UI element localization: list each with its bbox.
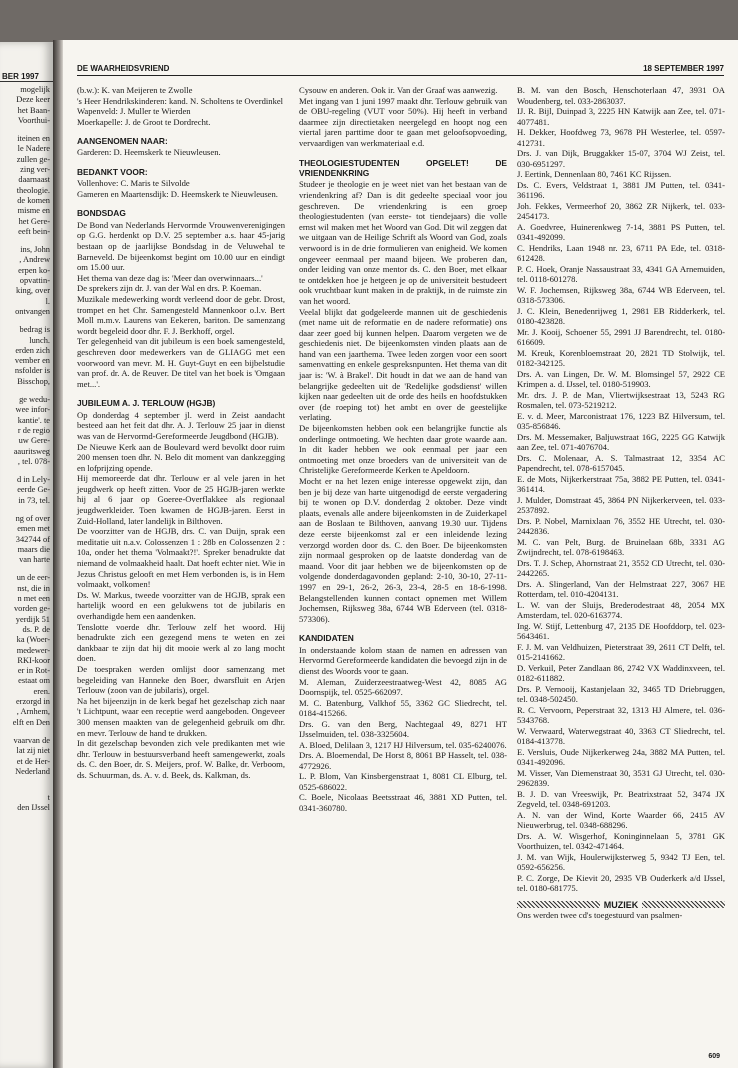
kandidaat-entry: W. Verwaard, Waterwegstraat 40, 3363 CT Sliedrecht, tel. 0184-413778. xyxy=(517,725,725,746)
left-page-line: uw Gere- xyxy=(18,436,50,446)
line-gap xyxy=(0,126,53,134)
left-page-line: theologie. xyxy=(16,185,50,195)
left-page-line: het Baan- xyxy=(17,105,50,115)
kandidaat-entry: Drs. P. Nobel, Marnixlaan 76, 3552 HE Utrecht, tel. 030-2442836. xyxy=(517,515,725,536)
left-page-line: RKI-koor xyxy=(17,655,50,665)
muziek-heading: MUZIEK xyxy=(603,899,639,910)
left-page-line: vaarvan de xyxy=(13,735,50,745)
left-page-line: elft en Den xyxy=(12,717,50,727)
line-gap xyxy=(0,777,53,785)
left-page-line: , Andrew xyxy=(19,255,50,265)
bedankt-entry: Gameren en Maartensdijk: D. Heemskerk te Nieuwleusen. xyxy=(77,188,278,199)
appointment-entry: Wapenveld: J. Muller te Wierden xyxy=(77,106,191,116)
kandidaat-entry: L. W. van der Sluijs, Brederodestraat 48, 2054 MX Amsterdam, tel. 020-6163774. xyxy=(517,599,725,620)
jubileum-continuation: Cysouw en anderen. Ook ir. Van der Graaf was aanwezig. xyxy=(299,85,498,95)
appointments-list xyxy=(77,85,285,127)
ornament-right xyxy=(642,901,725,908)
left-page-line: estaat om xyxy=(18,676,50,686)
left-page-line: , tel. 078- xyxy=(17,456,50,466)
paragraph: De Nieuwe Kerk aan de Boulevard werd bevolkt door ruim 200 mensen toen dhr. N. Belo dit moment van dankzegging en lofprijzing opende. xyxy=(77,441,285,473)
kandidaat-entry: L. P. Blom, Van Kinsbergenstraat 1, 8081 CL Elburg, tel. 0525-686022. xyxy=(299,771,507,792)
column-3 xyxy=(517,85,725,921)
left-page-line: erzorgd in xyxy=(15,697,50,707)
paragraph: Het thema van deze dag is: 'Meer dan overwinnaars...' xyxy=(77,272,263,283)
left-page-line: ka (Woer- xyxy=(16,635,50,645)
aangenomen-text: Garderen: D. Heemskerk te Nieuwleusen. xyxy=(77,147,221,158)
jubileum-article xyxy=(77,410,285,781)
kandidaat-entry: Mr. J. Kooij, Schoener 55, 2991 JJ Barendrecht, tel. 0180-616609. xyxy=(517,326,725,347)
left-page-line: maars die xyxy=(17,544,50,554)
bondsdag-article xyxy=(77,220,285,390)
left-page-line: den IJssel xyxy=(17,803,50,813)
kandidaat-entry: D. Verkuil, Peter Zandlaan 86, 2742 VX Waddinxveen, tel. 0182-611882. xyxy=(517,662,725,683)
paragraph: De voorzitter van de HGJB, drs. C. van Duijn, sprak een meditatie uit n.a.v. Colossenzen 1 : 28b en Colossenzen 2 : 10a, onder het thema 'Volmaakt?!'. Spreker benadrukte dat niemand de volmaakheid haalt. Dat hoeft echter niet. Wie in Jezus Christus gelooft en met Hem verbonden is, is in Hem volmaakt, volkomen! xyxy=(77,526,285,590)
paragraph: Muzikale medewerking wordt verleend door de gebr. Drost, trompet en het Chr. Samengesteld Mannenkoor o.l.v. Bert Moll m.m.v. Laurens van Eekeren, bariton. De samenzang wordt begeleid door dhr. F. J. Berkhoff, orgel. xyxy=(77,293,285,336)
appointment-entry: 's Heer Hendrikskinderen: kand. N. Scholtens te Overdinkel xyxy=(77,95,284,106)
column-2 xyxy=(299,85,507,813)
kandidaat-entry: W. F. Jochemsen, Rijksweg 38a, 6744 WB Ederveen, tel. 0318-573306. xyxy=(517,284,725,305)
kandidaat-entry: Mr. drs. J. P. de Man, Vliertwijksestraat 13, 5243 RG Rosmalen, tel. 073-5219212. xyxy=(517,389,725,410)
kandidaten-list-continued xyxy=(517,85,725,894)
left-page-line: Voorthui- xyxy=(18,115,50,125)
left-page-line: le Nadere xyxy=(17,144,50,154)
left-page-line: misme en xyxy=(17,206,50,216)
line-gap xyxy=(0,565,53,573)
kandidaat-entry: J. Mulder, Domstraat 45, 3864 PN Nijkerkerveen, tel. 033-2537892. xyxy=(517,494,725,515)
jubileum-closing-paragraph: Met ingang van 1 juni 1997 maakt dhr. Terlouw gebruik van de OBU-regeling (VUT voor 50%). Hij heeft in verband daarmee zijn directietaken neergelegd en hoopt nog een viertal jaren parttime door te gaan met geloofsopvoeding, vervaardigen van werkmateriaal e.d. xyxy=(299,95,507,148)
kandidaat-entry: Drs. G. van den Berg, Nachtegaal 49, 8271 HT IJsselmuiden, tel. 038-3325604. xyxy=(299,718,507,739)
left-page-line: daarnaast xyxy=(18,175,50,185)
left-page-text xyxy=(0,82,53,814)
paragraph: Studeer je theologie en je weet niet van het bestaan van de vriendenkring af? Dan is dit gedeelte speciaal voor jou geschreven. De vriendenkring is een groep theologiestudenten (van eerste- tot tiendejaars) die volle ernst wil maken met het Woord van God. Dit wil zeggen dat we uitgaan van de Heilige Schrift als Woord van God, zoals verwoord is in de drie formulieren van enigheid. We komen ongeveer eenmaal per maand bijeen. We proberen dan, onder leiding van onze mentor ds. C. den Boer, met elkaar te ontdekken hoe je hetgeen je op de universiteit bestudeert ook vruchtbaar kunt maken in de praktijk, in de ruimste zin van het woord. xyxy=(299,179,507,306)
left-page-line: t xyxy=(47,793,50,803)
kandidaat-entry: E. v. d. Meer, Marconistraat 176, 1223 BZ Hilversum, tel. 035-856846. xyxy=(517,410,725,431)
line-gap xyxy=(0,728,53,736)
kandidaat-entry: F. J. M. van Veldhuizen, Pieterstraat 39, 2611 CT Delft, tel. 015-2141662. xyxy=(517,641,725,662)
page-number: 609 xyxy=(708,1053,720,1060)
left-page-line: zing ver- xyxy=(20,165,50,175)
left-page-line: l. xyxy=(45,296,50,306)
kandidaat-entry: E. Versluis, Oude Nijkerkerweg 24a, 3882 MA Putten, tel. 0341-492096. xyxy=(517,746,725,767)
kandidaat-entry: E. de Mots, Nijkerkerstraat 75a, 3882 PE Putten, tel. 0341-361414. xyxy=(517,473,725,494)
left-page-line: Deze keer xyxy=(16,95,50,105)
left-page-line: iteinen en xyxy=(17,134,50,144)
kandidaat-entry: J. Eertink, Dennenlaan 80, 7461 KC Rijssen. xyxy=(517,169,672,179)
kandidaten-intro: In onderstaande kolom staan de namen en adressen van Hervormd Gereformeerde kandidaten die bevoegd zijn in de dienst des Woords voor te gaan. xyxy=(299,644,507,676)
line-gap xyxy=(0,467,53,475)
theologiestudenten-heading: THEOLOGIESTUDENTEN OPGELET! DE VRIENDENKRING xyxy=(299,157,507,178)
left-page-line: 342744 of xyxy=(15,534,50,544)
left-page-line: nsfolder is xyxy=(14,366,50,376)
left-page-line: van harte xyxy=(19,555,50,565)
left-page-line: zullen ge- xyxy=(16,154,50,164)
left-page-line: eeft bein- xyxy=(18,226,50,236)
book-gutter xyxy=(53,40,63,1068)
kandidaat-entry: Drs. A. Bloemendal, De Horst 8, 8061 BP Hasselt, tel. 038-4772926. xyxy=(299,750,507,771)
line-gap xyxy=(0,317,53,325)
left-page-line: erpen ko- xyxy=(18,265,50,275)
left-page-line: het Gere- xyxy=(18,216,50,226)
muziek-heading-row xyxy=(517,900,725,911)
kandidaten-list xyxy=(299,677,507,814)
kandidaat-entry: Drs. C. Molenaar, A. S. Talmastraat 12, 3354 AC Papendrecht, tel. 078-6157045. xyxy=(517,452,725,473)
kandidaat-entry: Ds. C. Evers, Veldstraat 1, 3881 JM Putten, tel. 0341-361196. xyxy=(517,179,725,200)
left-page-line: opvattin- xyxy=(19,276,50,286)
left-page-line: wee infor- xyxy=(15,405,50,415)
appointment-entry: Moerkapelle: J. de Groot te Dordrecht. xyxy=(77,116,211,127)
kandidaat-entry: P. C. Zorge, De Kievit 20, 2935 VB Ouderkerk a/d IJssel, tel. 0180-681775. xyxy=(517,872,725,893)
paragraph: Tenslotte voerde dhr. Terlouw zelf het woord. Hij benadrukte zich een gezegend mens te weten en zei dankbaar te zijn dat hij dit mooie werk al zo lang mocht doen. xyxy=(77,621,285,664)
left-page-line: lat zij niet xyxy=(16,746,50,756)
bedankt-heading: BEDANKT VOOR: xyxy=(77,167,148,177)
journal-title: DE WAARHEIDSVRIEND xyxy=(77,64,170,73)
left-page-line: er in Rot- xyxy=(17,666,50,676)
kandidaat-entry: H. Dekker, Hoofdweg 73, 9678 PH Westerlee, tel. 0597-412731. xyxy=(517,127,725,148)
paragraph: De sprekers zijn dr. J. van der Wal en drs. P. Koeman. xyxy=(77,283,262,294)
bondsdag-heading: BONDSDAG xyxy=(77,208,126,219)
kandidaat-entry: B. M. van den Bosch, Henschoterlaan 47, 3931 OA Woudenberg, tel. 033-2863037. xyxy=(517,85,725,106)
jubileum-heading: JUBILEUM A. J. TERLOUW (HGJB) xyxy=(77,398,216,409)
paragraph: Op donderdag 4 september jl. werd in Zeist aandacht besteed aan het feit dat dhr. A. J. Terlouw 25 jaar in dienst was van de Hervormd-Gereformeerde Jeugdbond (HGJB). xyxy=(77,409,285,441)
kandidaat-entry: Drs. P. Vernooij, Kastanjelaan 32, 3465 TD Driebruggen, tel. 0348-502450. xyxy=(517,683,725,704)
left-page-line: erden zich xyxy=(15,345,50,355)
kandidaat-entry: M. Kreuk, Korenbloemstraat 20, 2821 TD Stolwijk, tel. 0182-342125. xyxy=(517,347,725,368)
left-page-line: r de regio xyxy=(17,425,50,435)
kandidaat-entry: J. M. van Wijk, Houlerwijksterweg 5, 9342 TJ Een, tel. 0592-656256. xyxy=(517,851,725,872)
kandidaat-entry: Drs. T. J. Schep, Ahornstraat 21, 3552 CD Utrecht, tel. 030-2442265. xyxy=(517,557,725,578)
left-page-line: et de Her- xyxy=(16,756,50,766)
kandidaat-entry: Drs. A. Slingerland, Van der Helmstraat 227, 3067 HE Rotterdam, tel. 010-4204131. xyxy=(517,578,725,599)
left-page-line: nst, die in xyxy=(17,583,50,593)
left-page-line: , Arnhem, xyxy=(16,707,50,717)
kandidaat-entry: B. J. D. van Vreeswijk, Pr. Beatrixstraat 52, 3474 JX Zegveld, tel. 0348-691203. xyxy=(517,788,725,809)
paragraph: Veelal blijkt dat godgeleerde mannen uit de geschiedenis (met name uit de reformatie en de nadere reformatie) ons daar zeer goed bij kunnen helpen. Daarom vergeten we de geschiedenis niet. De bijeenkomsten vinden plaats aan de hand van een jaarthema. Twee leden zorgen voor een soort samenvatting en enkele gespreksnpunten. Het thema van dit jaar is: 'W. à Brakel'. Dit houdt in dat we aan de hand van belangrijke gedeelten uit de 'Redelijke godsdienst' willen kijken naar gedeelten uit de orde des heils en hoofdstukken over (de roeping tot) het ambt en over de geestelijke verlating. xyxy=(299,306,507,423)
paragraph: De bijeenkomsten hebben ook een belangrijke functie als onderlinge ontmoeting. We hechten daar grote waarde aan. In dit kader hebben we ook eenmaal per jaar een ontmoeting met onze broeders van de universiteit van de Christelijke Gereformeerde Kerken te Apeldoorn. xyxy=(299,423,507,476)
left-page-line: medewer- xyxy=(16,645,50,655)
left-page-line: vorden ge- xyxy=(13,604,50,614)
line-gap xyxy=(0,506,53,514)
left-page-line: lunch. xyxy=(29,335,50,345)
kandidaat-entry: IJ. R. Bijl, Duinpad 3, 2225 HN Katwijk aan Zee, tel. 071-4077481. xyxy=(517,106,725,127)
kandidaat-entry: M. Visser, Van Diemenstraat 30, 3531 GJ Utrecht, tel. 030-2962839. xyxy=(517,767,725,788)
kandidaat-entry: Drs. M. Messemaker, Baljuwstraat 16G, 2225 GG Katwijk aan Zee, tel. 071-4076704. xyxy=(517,431,725,452)
left-page-line: de komen xyxy=(17,195,50,205)
kandidaten-heading: KANDIDATEN xyxy=(299,633,354,644)
left-page-line: aauritsweg xyxy=(13,446,50,456)
left-page-header: BER 1997 xyxy=(0,42,53,82)
muziek-text: Ons werden twee cd's toegestuurd van psalmen- xyxy=(517,910,683,921)
left-page-line: ontvangen xyxy=(15,306,50,316)
left-page-line: ng of over xyxy=(15,513,50,523)
kandidaat-entry: M. Aleman, Zuiderzeestraatweg-West 42, 8085 AG Doornspijk, tel. 0525-662097. xyxy=(299,676,507,697)
left-page-line: d in Lely- xyxy=(16,475,50,485)
issue-date: 18 SEPTEMBER 1997 xyxy=(643,64,724,73)
main-page xyxy=(63,40,738,1068)
left-page-line: in 73, tel. xyxy=(18,495,50,505)
paragraph: De Bond van Nederlands Hervormde Vrouwenverenigingen op G.G. herdenkt op D.V. 25 september a.s. haar 45-jarig bestaan op de jaarlijkse Bondsdag in de Veluwehal te Barneveld. De bijeenkomst begint om 10.00 uur en eindigt om 15.00 uur. xyxy=(77,219,285,273)
paragraph: Mocht er na het lezen enige interesse opgewekt zijn, dan ben je bij deze van harte uitgenodigd de eerste vergadering bij te wonen op D.V. donderdag 2 oktober. Deze vindt plaats, evenals alle andere bijeenkomsten in de Zuiderkapel aan de Boslaan te Bilthoven, aanvang 19.30 uur. Tijdens deze eerste bijeenkomst zal er een inleidende lezing verzorgd worden door ds. C. den Boer. De bijeenkomsten zijn normaal gesproken op de laatste donderdag van de maand. Voor dit jaar hebben we de bijeenkomsten op de volgende donderdagavonden gepland: 2-10, 30-10, 27-11-1997 en 29-1, 26-2, 26-3, 23-4, 28-5 en 18-6-1998. Belangstellenden kunnen contact opnemen met Willem Jochemsen, Rijksweg 38a, 6744 WB Ederveen (tel. 0318-573306). xyxy=(299,476,507,624)
left-page-line: Bisschop, xyxy=(17,376,50,386)
line-gap xyxy=(0,785,53,793)
left-page-line: bedrag is xyxy=(19,325,50,335)
paragraph: De toespraken werden omlijst door samenzang met begeleiding van Hanneke den Boer, dwarsfluit en Arjen Terlouw (zoon van de jubilaris), orgel. xyxy=(77,663,285,696)
bedankt-list xyxy=(77,178,285,199)
column-1 xyxy=(77,85,285,781)
kandidaat-entry: A. Goedvree, Huinerenkweg 7-14, 3881 PS Putten, tel. 0341-492099. xyxy=(517,221,725,242)
aangenomen-heading: AANGENOMEN NAAR: xyxy=(77,136,168,146)
left-page-line: emen met xyxy=(17,524,50,534)
kandidaat-entry: M. C. van Pelt, Burg. de Bruinelaan 68b, 3331 AG Zwijndrecht, tel. 078-6198463. xyxy=(517,536,725,557)
kandidaat-entry: M. C. Batenburg, Valkhof 55, 3362 GC Sliedrecht, tel. 0184-415266. xyxy=(299,697,507,718)
paragraph: Ds. W. Markus, tweede voorzitter van de HGJB, sprak een hartelijk woord en een gelukwens tot de jubilaris en overhandigde hem een aandenken. xyxy=(77,589,285,621)
left-page-line: king, over xyxy=(16,286,50,296)
vriendenkring-article xyxy=(299,179,507,624)
appointment-entry: (b.w.): K. van Meijeren te Zwolle xyxy=(77,85,193,95)
kandidaat-entry: Joh. Fekkes, Vermeerhof 20, 3862 ZR Nijkerk, tel. 033-2454173. xyxy=(517,200,725,221)
kandidaat-entry: P. C. Hoek, Oranje Nassaustraat 33, 4341 GA Arnemuiden, tel. 0118-601278. xyxy=(517,263,725,284)
kandidaat-entry: Ing. W. Stijf, Lettenburg 47, 2135 DE Hoofddorp, tel. 023-5643461. xyxy=(517,620,725,641)
paragraph: Ter gelegenheid van dit jubileum is een boek samengesteld, geschreven door medewerkers van de GLIAGG met een voorwoord van mevr. M. H. Guyt-Guyt en een bijbelstudie van prof. dr. A. de Reuver. De titel van het boek is 'Omgaan met...'. xyxy=(77,336,285,389)
kandidaat-entry: Drs. J. van Dijk, Bruggakker 15-07, 3704 WJ Zeist, tel. 030-6951297. xyxy=(517,148,725,169)
kandidaat-entry: C. Hendriks, Laan 1948 nr. 23, 6711 PA Ede, tel. 0318-612428. xyxy=(517,242,725,263)
line-gap xyxy=(0,237,53,245)
kandidaat-entry: A. N. van der Wind, Korte Waarder 66, 2415 AV Nieuwerbrug, tel. 0348-688296. xyxy=(517,809,725,830)
left-page-line: n met een xyxy=(17,594,50,604)
left-page-line: un de eer- xyxy=(16,573,50,583)
kandidaat-entry: Drs. A. van Lingen, Dr. W. M. Blomsingel 57, 2922 CE Krimpen a. d. IJssel, tel. 0180-519903. xyxy=(517,368,725,389)
left-page-line: eerde Ge- xyxy=(17,485,50,495)
paragraph: Na het bijeenzijn in de kerk begaf het gezelschap zich naar 't Lichtpunt, waar een receptie werd aangeboden. Ongeveer 300 mensen maakten van de gelegenheid gebruik om dhr. en mevr. Terlouw de hand te drukken. xyxy=(77,695,285,738)
kandidaat-entry: A. Bloed, Delilaan 3, 1217 HJ Hilversum, tel. 035-6240076. xyxy=(299,739,507,750)
kandidaat-entry: R. C. Vervoorn, Peperstraat 32, 1313 HJ Almere, tel. 036-5343768. xyxy=(517,704,725,725)
left-page-line: vember en xyxy=(14,356,50,366)
left-page-line: ins, John xyxy=(20,245,50,255)
left-page-line: kantie'. te xyxy=(17,415,50,425)
ornament-left xyxy=(517,901,600,908)
kandidaat-entry: C. Boele, Nicolaas Beetsstraat 46, 3881 XD Putten, tel. 0341-360780. xyxy=(299,792,507,813)
kandidaat-entry: Drs. A. W. Wisgerhof, Koninginnelaan 5, 3781 GK Voorthuizen, tel. 0342-471464. xyxy=(517,830,725,851)
left-page-line: Nederland xyxy=(15,766,50,776)
left-page-line: ds. P. de xyxy=(22,624,50,634)
paragraph: In dit gezelschap bevonden zich vele predikanten met wie dhr. Terlouw in bestuursverband heeft samengewerkt, zoals ds. C. den Boer, dr. S. Meijers, prof. W. Balke, dr. Verboom, ds. Schuurman, ds. A. v. d. Beek, ds. Kalkman, ds. xyxy=(77,738,285,780)
left-facing-page xyxy=(0,42,53,1068)
left-page-line: mogelijk xyxy=(20,85,50,94)
running-header xyxy=(77,64,724,76)
line-gap xyxy=(0,387,53,395)
kandidaat-entry: J. C. Klein, Benedenrijweg 1, 2981 EB Ridderkerk, tel. 0180-423828. xyxy=(517,305,725,326)
left-page-line: ge wedu- xyxy=(19,395,50,405)
paragraph: Hij memoreerde dat dhr. Terlouw er al vele jaren in het jeugdwerk op heeft zitten. Voor de 25 HGJB-jaren werkte hij al 6 jaar op Goeree-Overflakkee als regionaal jeugdwerkleider. Toen kwamen de HGJB-jaren. Eerst in Zuid-Holland, later landelijk in Bilthoven. xyxy=(77,473,285,526)
left-page-line: eren. xyxy=(33,686,50,696)
bedankt-entry: Vollenhove: C. Maris te Silvolde xyxy=(77,178,190,189)
left-page-line: yerdijk 51 xyxy=(15,614,50,624)
